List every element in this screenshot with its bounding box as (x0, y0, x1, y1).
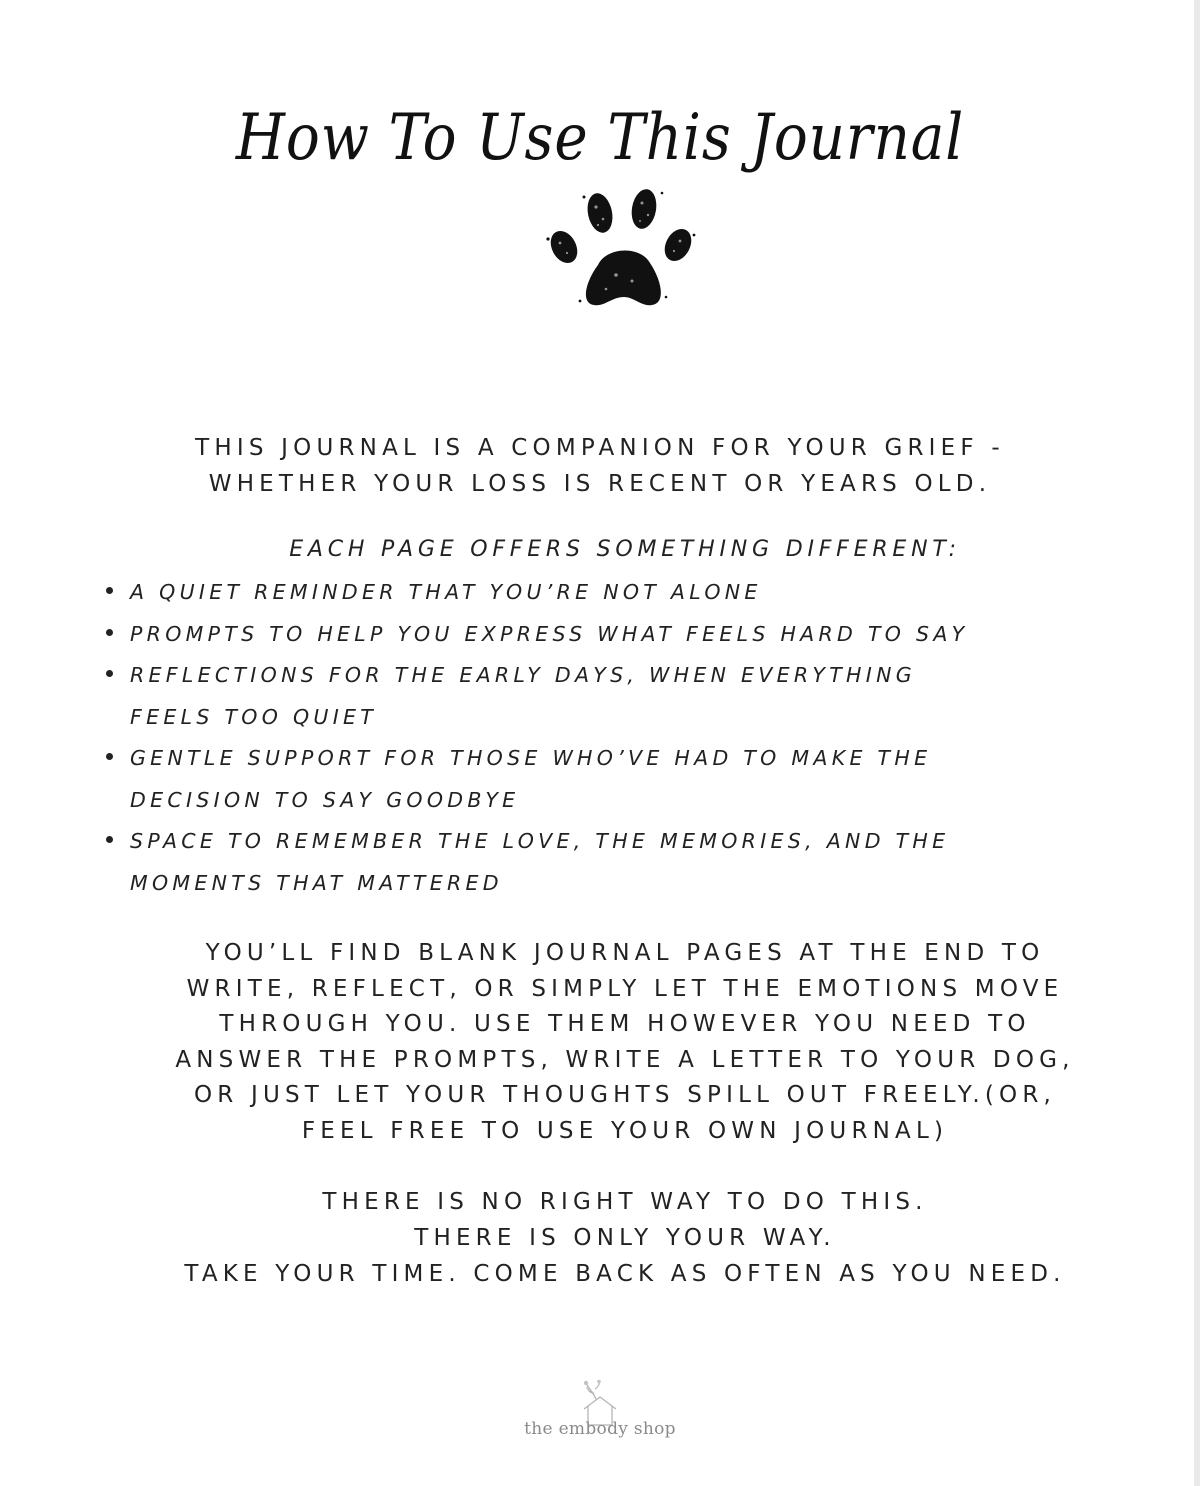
closing-line: TAKE YOUR TIME. COME BACK AS OFTEN AS YOU NEED. (184, 1261, 1066, 1287)
paragraph-line: THROUGH YOU. USE THEM HOWEVER YOU NEED TO (219, 1011, 1031, 1038)
paragraph-line: ANSWER THE PROMPTS, WRITE A LETTER TO YOUR DOG, (175, 1046, 1075, 1073)
paragraph-line: OR JUST LET YOUR THOUGHTS SPILL OUT FREELY.(OR, (193, 1082, 1057, 1109)
bullet-icon (106, 753, 113, 760)
list-item (104, 738, 1164, 821)
list-item-text: GENTLE SUPPORT FOR THOSE WHO’VE HAD TO MAKE THE (130, 746, 932, 770)
paragraph-line: FEEL FREE TO USE YOUR OWN JOURNAL) (301, 1117, 949, 1144)
closing-paragraph (0, 1184, 1200, 1292)
list-item-text: MOMENTS THAT MATTERED (130, 870, 503, 895)
bullet-icon (106, 629, 113, 636)
list-item-text: REFLECTIONS FOR THE EARLY DAYS, WHEN EVERYTHING (130, 663, 916, 687)
bullet-icon (106, 836, 113, 843)
page-title: How To Use This Journal (235, 100, 965, 175)
list-item (104, 572, 1164, 614)
list-heading: EACH PAGE OFFERS SOMETHING DIFFERENT: (289, 537, 961, 562)
closing-line: THERE IS NO RIGHT WAY TO DO THIS. (322, 1189, 928, 1215)
intro-paragraph (0, 430, 1200, 502)
list-item (104, 614, 1164, 656)
paragraph-line: WRITE, REFLECT, OR SIMPLY LET THE EMOTIONS MOVE (186, 975, 1064, 1002)
list-item-text: PROMPTS TO HELP YOU EXPRESS WHAT FEELS HARD TO SAY (130, 621, 969, 646)
list-item-text: DECISION TO SAY GOODBYE (130, 787, 520, 812)
list-item (104, 821, 1164, 904)
paw-print-icon (540, 183, 700, 313)
brand-name: the embody shop (524, 1419, 676, 1439)
bullet-icon (106, 587, 113, 594)
list-item-text: A QUIET REMINDER THAT YOU’RE NOT ALONE (130, 580, 762, 604)
bullet-icon (106, 670, 113, 677)
paragraph-line: YOU’LL FIND BLANK JOURNAL PAGES AT THE END TO (205, 940, 1045, 966)
list-item-text: FEELS TOO QUIET (130, 704, 378, 729)
list-item (104, 655, 1164, 738)
list-item-text: SPACE TO REMEMBER THE LOVE, THE MEMORIES, AND THE (130, 829, 950, 853)
brand-logo (500, 1375, 700, 1455)
intro-line: THIS JOURNAL IS A COMPANION FOR YOUR GRIEF - (195, 435, 1005, 461)
blank-pages-paragraph (0, 936, 1200, 1150)
closing-line: THERE IS ONLY YOUR WAY. (414, 1225, 836, 1251)
offer-list (104, 572, 1164, 904)
intro-line: WHETHER YOUR LOSS IS RECENT OR YEARS OLD. (208, 471, 992, 497)
